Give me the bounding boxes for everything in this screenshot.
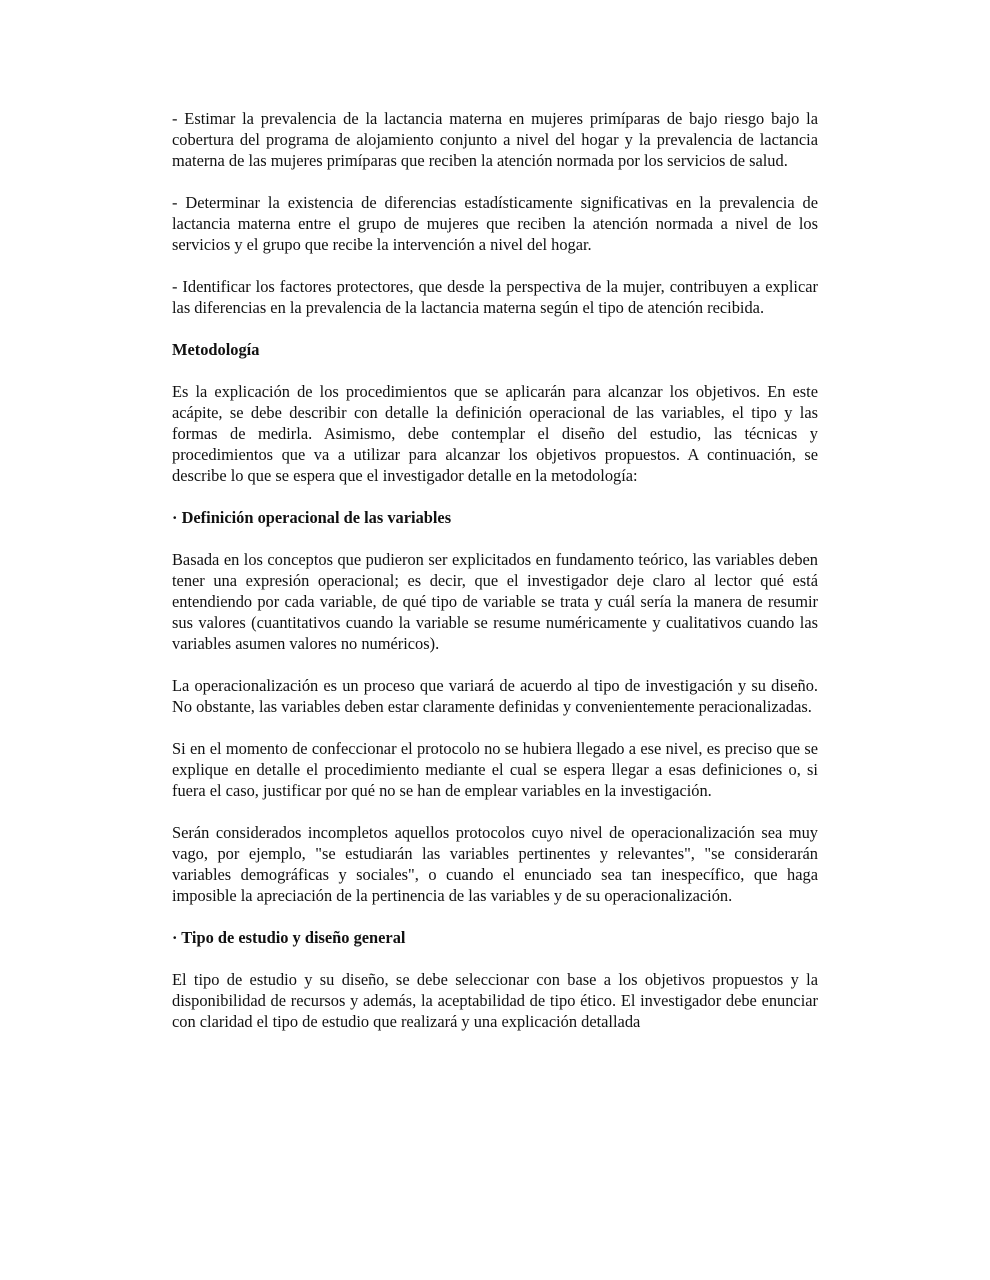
objective-paragraph-2: - Determinar la existencia de diferencias estadísticamente significativas en la prevalencia de lactancia materna entre el grupo de mujeres que reciben la atención normada a nivel de los servicios y el grupo que recibe la intervención a nivel del hogar. [172, 193, 818, 254]
objective-paragraph-1: - Estimar la prevalencia de la lactancia materna en mujeres primíparas de bajo riesgo bajo la cobertura del programa de alojamiento conjunto a nivel del hogar y la prevalencia de lactancia materna de las mujeres primíparas que reciben la atención normada por los servicios de salud. [172, 109, 818, 170]
operational-definition-paragraph-3: Si en el momento de confeccionar el protocolo no se hubiera llegado a ese nivel, es preciso que se explique en detalle el procedimiento mediante el cual se espera llegar a esas definiciones o, si fuera el caso, justificar por qué no se han de emplear variables en la investigación. [172, 739, 818, 800]
objective-paragraph-3: - Identificar los factores protectores, que desde la perspectiva de la mujer, contribuyen a explicar las diferencias en la prevalencia de la lactancia materna según el tipo de atención recibida. [172, 277, 818, 317]
operational-definition-paragraph-4: Serán considerados incompletos aquellos protocolos cuyo nivel de operacionalización sea muy vago, por ejemplo, "se estudiarán las variables pertinentes y relevantes", "se considerarán variables demográficas y sociales", o cuando el enunciado sea tan inespecífico, que haga imposible la apreciación de la pertinencia de las variables y de su operacionalización. [172, 823, 818, 905]
methodology-intro: Es la explicación de los procedimientos que se aplicarán para alcanzar los objetivos. En este acápite, se debe describir con detalle la definición operacional de las variables, el tipo y las formas de medirla. Asimismo, debe contemplar el diseño del estudio, las técnicas y procedimientos que va a utilizar para alcanzar los objetivos propuestos. A continuación, se describe lo que se espera que el investigador detalle en la metodología: [172, 382, 818, 485]
methodology-heading: Metodología [172, 340, 260, 359]
operational-definition-paragraph-2: La operacionalización es un proceso que variará de acuerdo al tipo de investigación y su diseño. No obstante, las variables deben estar claramente definidas y convenientemente peracionalizadas. [172, 676, 818, 716]
operational-definition-paragraph-1: Basada en los conceptos que pudieron ser explicitados en fundamento teórico, las variables deben tener una expresión operacional; es decir, que el investigador deje claro al lector qué está entendiendo por cada variable, de qué tipo de variable se trata y cuál sería la manera de resumir sus valores (cuantitativos cuando la variable se resume numéricamente y cualitativos cuando las variables asumen valores no numéricos). [172, 550, 818, 653]
operational-definition-heading: · Definición operacional de las variables [172, 508, 452, 527]
document-page [172, 108, 818, 1053]
study-type-heading: · Tipo de estudio y diseño general [172, 928, 406, 947]
study-type-paragraph-1: El tipo de estudio y su diseño, se debe seleccionar con base a los objetivos propuestos y la disponibilidad de recursos y además, la aceptabilidad de tipo ético. El investigador debe enunciar con claridad el tipo de estudio que realizará y una explicación detallada [172, 970, 818, 1031]
